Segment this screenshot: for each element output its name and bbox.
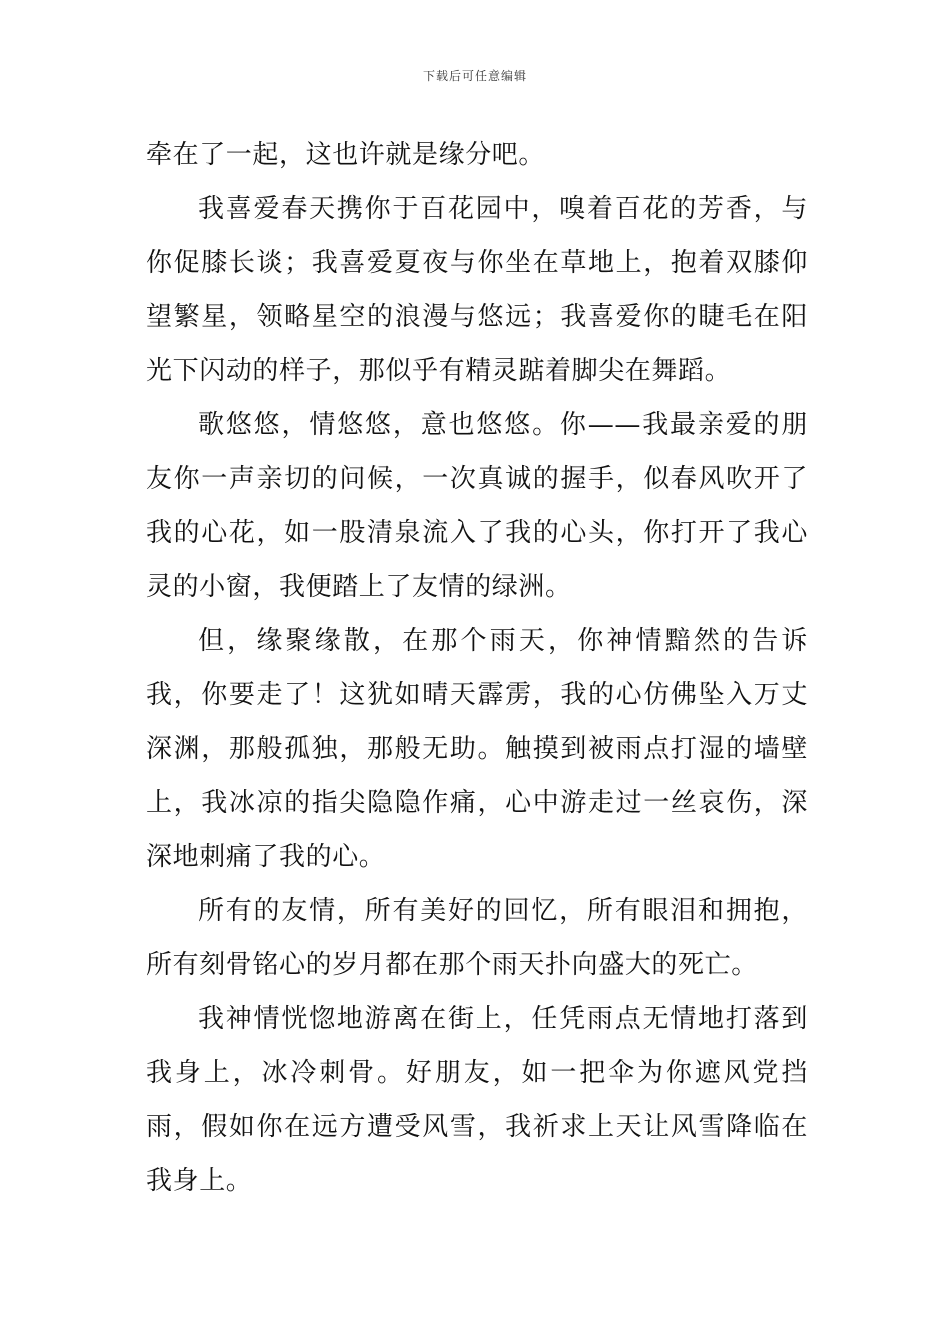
paragraph-6: 我神情恍惚地游离在街上，任凭雨点无情地打落到我身上，冰冷刺骨。好朋友，如一把伞为你遮风党挡雨，假如你在远方遭受风雪，我祈求上天让风雪降临在我身上。 [146,1004,808,1196]
paragraph-2: 我喜爱春天携你于百花园中，嗅着百花的芳香，与你促膝长谈；我喜爱夏夜与你坐在草地上，抱着双膝仰望繁星，领略星空的浪漫与悠远；我喜爱你的睫毛在阳光下闪动的样子，那似乎有精灵踮着脚尖在舞蹈。 [146,194,808,386]
document-body [146,128,808,1208]
paragraph-4: 但，缘聚缘散，在那个雨天，你神情黯然的告诉我，你要走了！这犹如晴天霹雳，我的心仿佛坠入万丈深渊，那般孤独，那般无助。触摸到被雨点打湿的墙壁上，我冰凉的指尖隐隐作痛，心中游走过一丝哀伤，深深地刺痛了我的心。 [146,626,808,872]
paragraph-3: 歌悠悠，情悠悠，意也悠悠。你——我最亲爱的朋友你一声亲切的问候，一次真诚的握手，似春风吹开了我的心花，如一股清泉流入了我的心头，你打开了我心灵的小窗，我便踏上了友情的绿洲。 [146,410,808,602]
paragraph-1: 牵在了一起，这也许就是缘分吧。 [146,140,546,170]
paragraph-5: 所有的友情，所有美好的回忆，所有眼泪和拥抱，所有刻骨铭心的岁月都在那个雨天扑向盛大的死亡。 [146,896,808,980]
page-header-note: 下载后可任意编辑 [422,69,527,83]
